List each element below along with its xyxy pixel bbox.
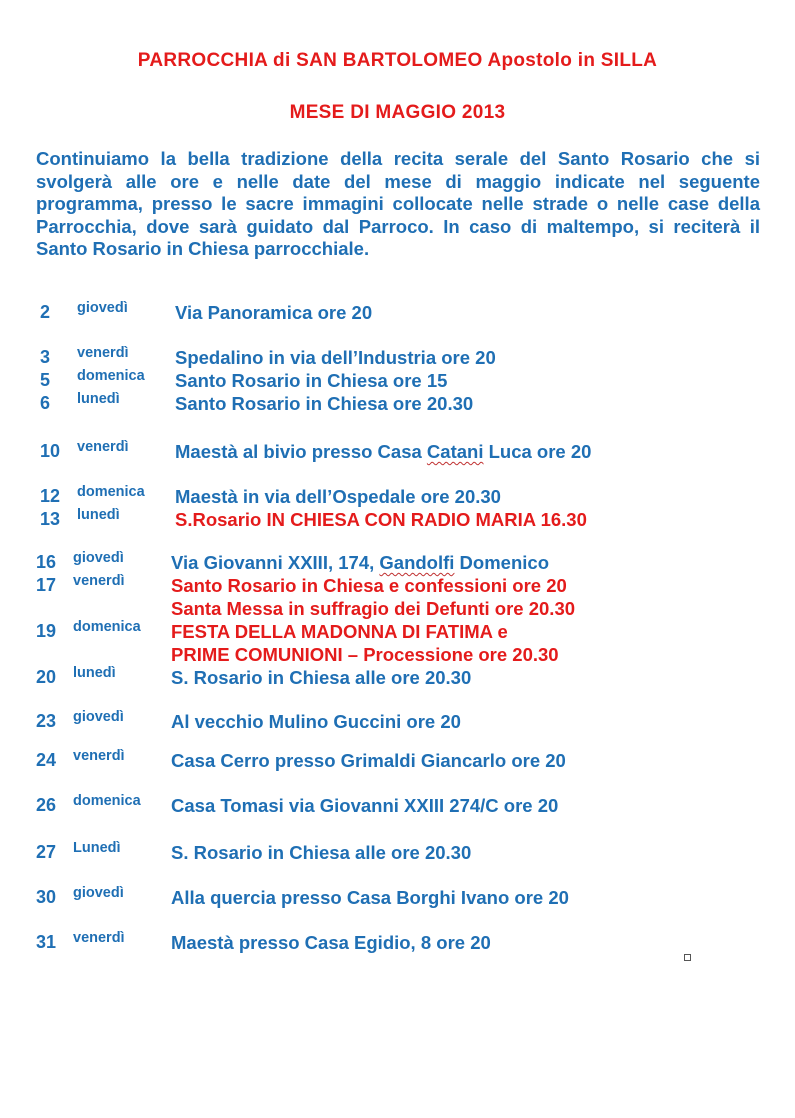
intro-paragraph: Continuiamo la bella tradizione della recita serale del Santo Rosario che si svolgerà alle ore e nelle date del mese di maggio indicate nel seguente programma, presso le sacre immagini collocate nelle strade o nelle case della Parrocchia, dove sarà guidato dal Parroco. In caso di maltempo, si reciterà il Santo Rosario in Chiesa parrocchiale. [36, 148, 760, 260]
schedule-day: 10 [40, 441, 61, 461]
schedule-event: Casa Tomasi via Giovanni XXIII 274/C ore 20 [171, 795, 559, 816]
schedule-day: 17 [36, 575, 57, 595]
schedule-event: Santo Rosario in Chiesa ore 15 [175, 370, 448, 391]
schedule-day: 13 [40, 509, 61, 529]
schedule-weekday: Lunedì [73, 840, 121, 856]
schedule-event: S. Rosario in Chiesa alle ore 20.30 [171, 842, 472, 863]
schedule-day: 5 [40, 370, 51, 390]
schedule-weekday: lunedì [73, 665, 116, 681]
schedule-event: Maestà presso Casa Egidio, 8 ore 20 [171, 932, 491, 953]
schedule-day: 19 [36, 621, 57, 641]
schedule-weekday: domenica [77, 368, 145, 384]
schedule-day: 24 [36, 750, 57, 770]
schedule-day: 27 [36, 842, 57, 862]
schedule-event: S. Rosario in Chiesa alle ore 20.30 [171, 667, 472, 688]
schedule-event: Via Giovanni XXIII, 174, Gandolfi Domenico [171, 552, 549, 573]
page-subtitle: MESE DI MAGGIO 2013 [289, 102, 506, 123]
schedule-weekday: venerdì [73, 748, 125, 764]
schedule-weekday: lunedì [77, 507, 120, 523]
schedule-day: 30 [36, 887, 57, 907]
schedule-event: PRIME COMUNIONI – Processione ore 20.30 [171, 644, 559, 665]
schedule-weekday: venerdì [77, 345, 129, 361]
schedule-weekday: domenica [73, 619, 141, 635]
schedule-event: Casa Cerro presso Grimaldi Giancarlo ore 20 [171, 750, 566, 771]
schedule-weekday: venerdì [73, 573, 125, 589]
schedule-day: 2 [40, 302, 51, 322]
schedule-weekday: domenica [77, 484, 145, 500]
schedule-event: Santo Rosario in Chiesa ore 20.30 [175, 393, 474, 414]
schedule-day: 31 [36, 932, 57, 952]
schedule-event: Maestà in via dell’Ospedale ore 20.30 [175, 486, 501, 507]
schedule-weekday: domenica [73, 793, 141, 809]
schedule-event: Al vecchio Mulino Guccini ore 20 [171, 711, 461, 732]
schedule-day: 16 [36, 552, 57, 572]
schedule-event: Maestà al bivio presso Casa Catani Luca ore 20 [175, 441, 592, 462]
schedule-day: 12 [40, 486, 61, 506]
schedule-event: Alla quercia presso Casa Borghi Ivano ore 20 [171, 887, 569, 908]
schedule-weekday: venerdì [77, 439, 129, 455]
square-marker-icon [684, 954, 691, 961]
schedule-weekday: giovedì [73, 885, 124, 901]
schedule-event: Santo Rosario in Chiesa e confessioni ore 20 [171, 575, 567, 596]
schedule-event: FESTA DELLA MADONNA DI FATIMA e [171, 621, 508, 642]
schedule-weekday: giovedì [77, 300, 128, 316]
schedule-day: 20 [36, 667, 57, 687]
schedule-weekday: lunedì [77, 391, 120, 407]
schedule-weekday: giovedì [73, 709, 124, 725]
schedule-event: S.Rosario IN CHIESA CON RADIO MARIA 16.30 [175, 509, 587, 530]
schedule-day: 23 [36, 711, 57, 731]
schedule-event: Santa Messa in suffragio dei Defunti ore 20.30 [171, 598, 576, 619]
schedule-day: 3 [40, 347, 51, 367]
schedule-day: 26 [36, 795, 57, 815]
schedule-event: Spedalino in via dell’Industria ore 20 [175, 347, 496, 368]
schedule-weekday: venerdì [73, 930, 125, 946]
schedule-day: 6 [40, 393, 51, 413]
schedule-weekday: giovedì [73, 550, 124, 566]
page-title: PARROCCHIA di SAN BARTOLOMEO Apostolo in SILLA [137, 50, 658, 71]
schedule-event: Via Panoramica ore 20 [175, 302, 373, 323]
